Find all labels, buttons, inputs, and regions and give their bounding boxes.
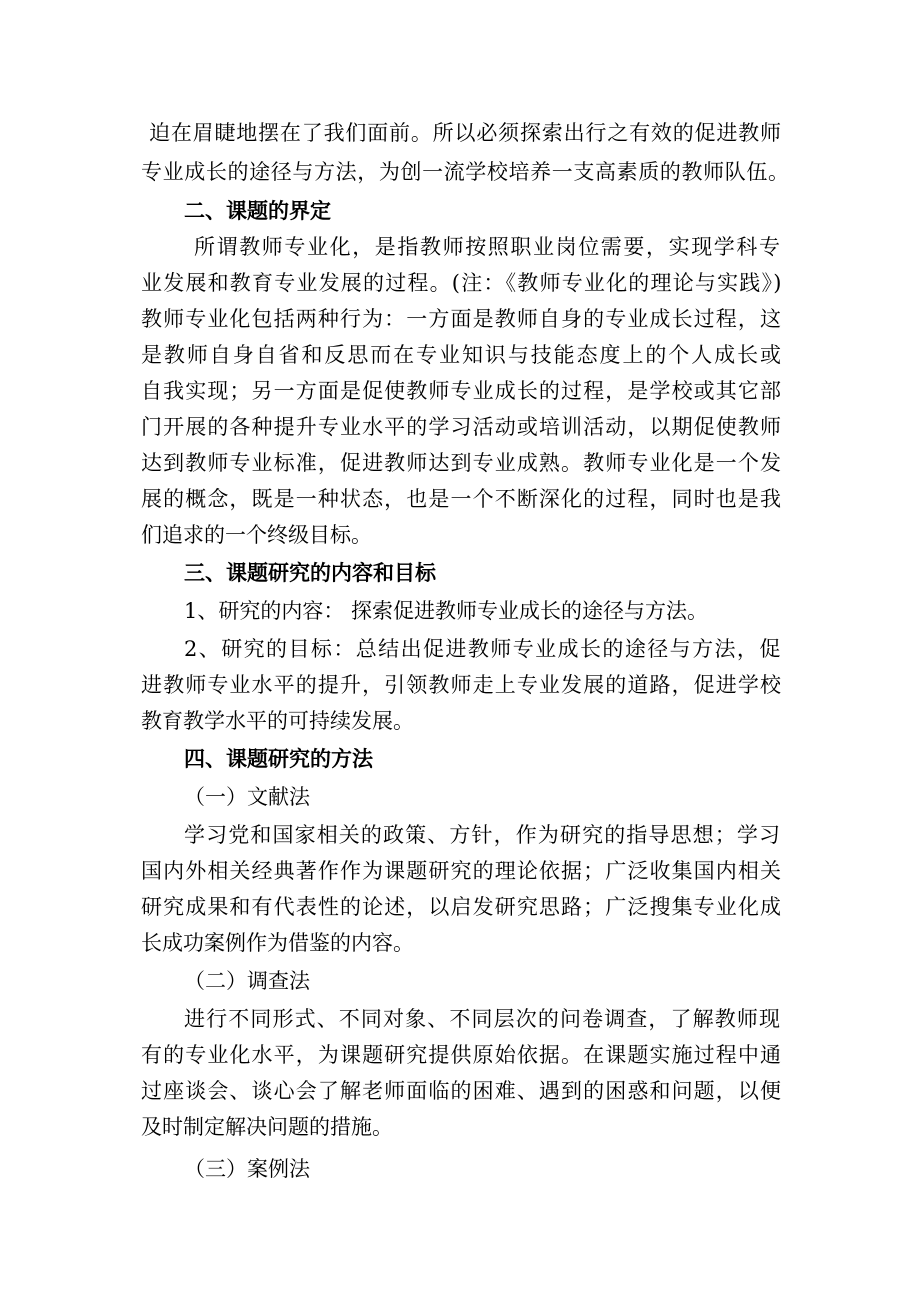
text-line: 门开展的各种提升专业水平的学习活动或培训活动，以期促使教师: [141, 415, 783, 439]
text-line: 过座谈会、谈心会了解老师面临的困难、遇到的困惑和问题，以便: [141, 1079, 783, 1103]
text-line: 学习党和国家相关的政策、方针，作为研究的指导思想；学习: [184, 823, 782, 847]
text-line: 长成功案例作为借鉴的内容。: [141, 931, 414, 955]
text-line: 教育教学水平的可持续发展。: [141, 709, 414, 733]
text-line: 教师专业化包括两种行为：一方面是教师自身的专业成长过程，这: [141, 307, 783, 331]
subsection-heading: （一）文献法: [184, 785, 310, 809]
subsection-heading: （三）案例法: [184, 1157, 310, 1181]
text-line: 是教师自身自省和反思而在专业知识与技能态度上的个人成长或: [141, 343, 783, 367]
text-line: 迫在眉睫地摆在了我们面前。所以必须探索出行之有效的促进教师: [149, 121, 782, 145]
text-line: 国内外相关经典著作作为课题研究的理论依据；广泛收集国内相关: [141, 859, 783, 883]
text-line: 1、研究的内容： 探索促进教师专业成长的途径与方法。: [184, 599, 709, 623]
text-line: 2、研究的目标：总结出促进教师专业成长的途径与方法，促: [184, 637, 782, 661]
text-line: 所谓教师专业化，是指教师按照职业岗位需要，实现学科专: [194, 235, 782, 259]
text-line: 们追求的一个终级目标。: [141, 523, 372, 547]
section-heading: 二、课题的界定: [184, 198, 331, 223]
text-line: 展的概念，既是一种状态，也是一个不断深化的过程，同时也是我: [141, 487, 783, 511]
text-line: 有的专业化水平，为课题研究提供原始依据。在课题实施过程中通: [141, 1043, 783, 1067]
section-heading: 四、课题研究的方法: [184, 746, 373, 771]
text-line: 自我实现；另一方面是促使教师专业成长的过程，是学校或其它部: [141, 379, 783, 403]
text-line: 及时制定解决问题的措施。: [141, 1115, 393, 1139]
subsection-heading: （二）调查法: [184, 969, 310, 993]
section-heading: 三、课题研究的内容和目标: [184, 560, 436, 585]
text-line: 进行不同形式、不同对象、不同层次的问卷调查，了解教师现: [184, 1007, 782, 1031]
text-line: 研究成果和有代表性的论述，以启发研究思路；广泛搜集专业化成: [141, 895, 783, 919]
text-line: 进教师专业水平的提升，引领教师走上专业发展的道路，促进学校: [141, 673, 783, 697]
text-line: 专业成长的途径与方法，为创一流学校培养一支高素质的教师队伍。: [141, 160, 790, 184]
text-line: 达到教师专业标准，促进教师达到专业成熟。教师专业化是一个发: [141, 451, 783, 475]
text-line: 业发展和教育专业发展的过程。(注：《教师专业化的理论与实践》): [141, 271, 783, 295]
